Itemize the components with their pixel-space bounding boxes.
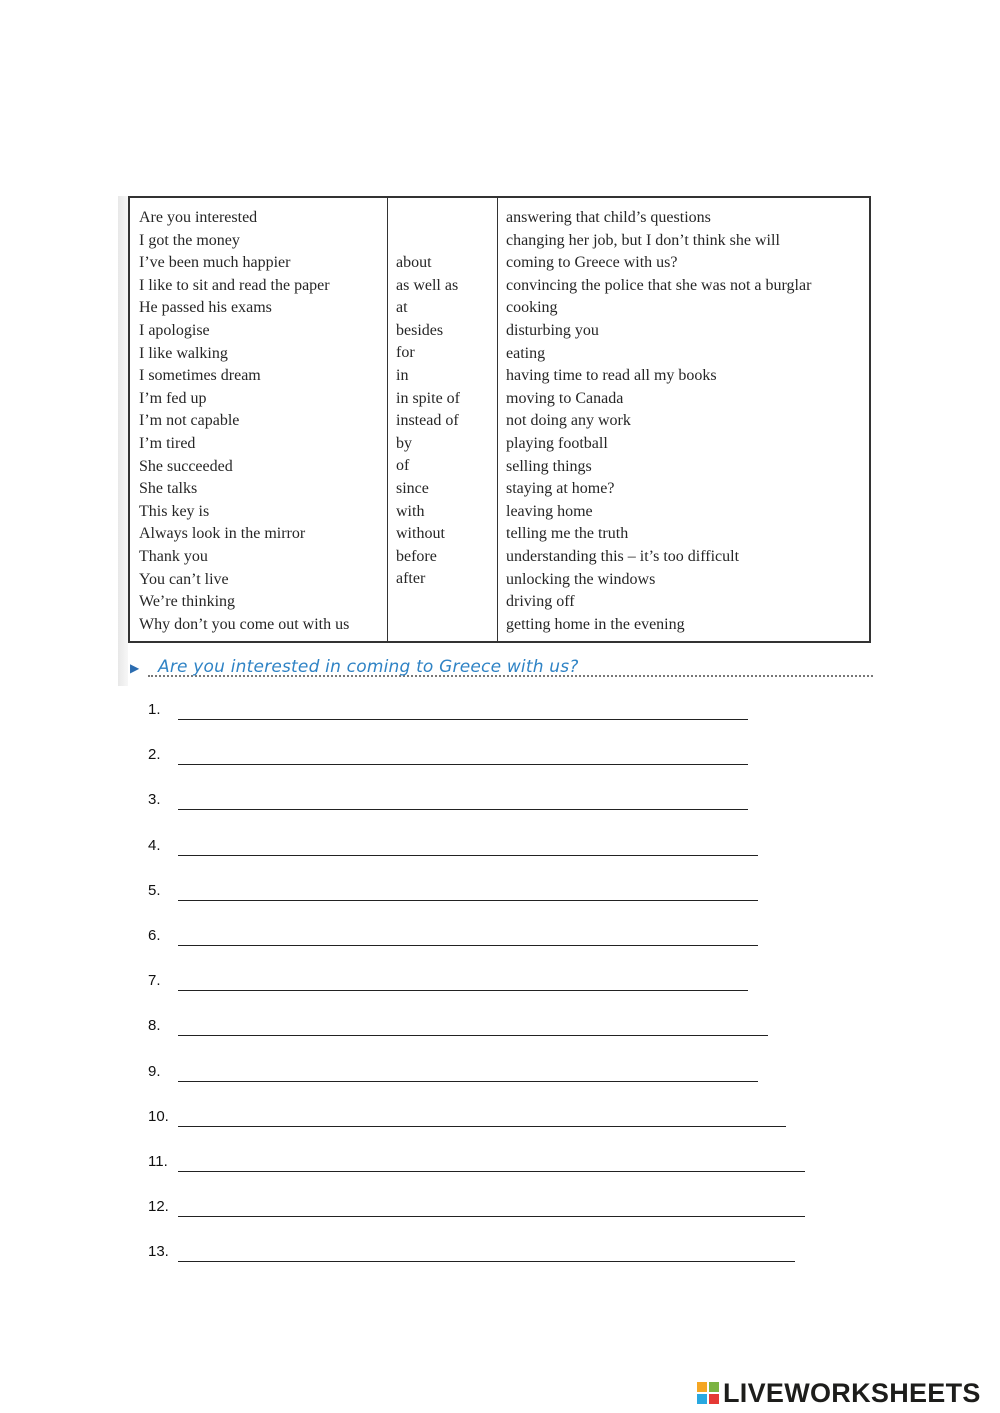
gerund-phrase: cooking <box>506 299 558 317</box>
gerund-phrase: answering that child’s questions <box>506 209 711 226</box>
liveworksheets-logo <box>697 1378 997 1408</box>
preposition: without <box>396 525 445 543</box>
triangle-right-icon: ▶ <box>130 661 140 675</box>
gerund-phrase: understanding this – it’s too difficult <box>506 547 740 565</box>
preposition: since <box>396 479 429 497</box>
answer-number: 5. <box>148 881 161 899</box>
answer-blank-line[interactable] <box>178 990 748 991</box>
gerund-phrase: selling things <box>506 457 592 475</box>
sentence-start: Always look in the mirror <box>139 525 306 543</box>
sentence-start: You can’t live <box>139 570 229 588</box>
sentence-start: This key is <box>139 502 210 520</box>
preposition: in <box>396 366 409 384</box>
sentence-start: He passed his exams <box>139 299 272 317</box>
answer-number: 10. <box>148 1107 169 1125</box>
answer-number: 12. <box>148 1198 169 1216</box>
answer-blank-line[interactable] <box>178 809 748 810</box>
example-line <box>128 657 873 681</box>
answer-blank-line[interactable] <box>178 855 758 856</box>
preposition: for <box>396 344 415 362</box>
sentence-start: I’m tired <box>139 434 196 452</box>
sentence-start: I sometimes dream <box>139 367 261 385</box>
answer-number: 1. <box>148 701 161 718</box>
preposition: after <box>396 570 426 588</box>
sentence-start: I’m fed up <box>139 389 207 407</box>
gerund-phrase: eating <box>506 344 546 362</box>
preposition: at <box>396 299 408 317</box>
answer-blank-line[interactable] <box>178 945 758 946</box>
table-divider-right <box>497 196 498 643</box>
answer-blank-line[interactable] <box>178 1035 768 1036</box>
sentence-start: Why don’t you come out with us <box>139 615 350 633</box>
gerund-phrase: telling me the truth <box>506 525 629 543</box>
answer-blank-line[interactable] <box>178 1216 805 1217</box>
liveworksheets-logo-icon <box>697 1382 719 1404</box>
preposition: by <box>396 434 412 452</box>
answer-number: 9. <box>148 1062 161 1080</box>
sentence-start: I’m not capable <box>139 412 240 430</box>
gerund-phrase: leaving home <box>506 502 593 520</box>
answer-blank-line[interactable] <box>178 1081 758 1082</box>
answer-number: 11. <box>148 1153 168 1170</box>
sentence-start: I apologise <box>139 321 210 339</box>
gerund-phrase: coming to Greece with us? <box>506 254 678 272</box>
preposition: before <box>396 547 437 565</box>
sentence-starts-column <box>139 207 349 636</box>
preposition: of <box>396 457 410 475</box>
table-divider-left <box>387 196 388 643</box>
gerund-phrase: getting home in the evening <box>506 615 685 633</box>
preposition: instead of <box>396 412 459 430</box>
gerund-phrases-column <box>506 207 811 636</box>
answer-number: 4. <box>148 836 161 854</box>
sentence-start: Are you interested <box>139 209 258 226</box>
sentence-start: I got the money <box>139 231 240 249</box>
sentence-start: She talks <box>139 480 198 498</box>
sentence-start: We’re thinking <box>139 593 236 611</box>
preposition: besides <box>396 321 444 339</box>
gerund-phrase: disturbing you <box>506 321 599 339</box>
answer-blank-line[interactable] <box>178 1261 795 1262</box>
preposition: as well as <box>396 276 459 294</box>
answer-number: 6. <box>148 927 161 944</box>
answer-blank-line[interactable] <box>178 900 758 901</box>
sentence-start: I like walking <box>139 344 228 362</box>
gerund-phrase: not doing any work <box>506 412 631 430</box>
gerund-phrase: playing football <box>506 434 608 452</box>
gerund-phrase: staying at home? <box>506 480 615 498</box>
sentence-start: She succeeded <box>139 457 233 475</box>
preposition: in spite of <box>396 389 460 407</box>
answer-blank-line[interactable] <box>178 1171 805 1172</box>
example-sentence: Are you interested in coming to Greece with us? <box>158 657 579 677</box>
gerund-phrase: changing her job, but I don’t think she will <box>506 231 780 249</box>
sentence-start: I like to sit and read the paper <box>139 276 330 294</box>
sentence-start: Thank you <box>139 547 208 565</box>
answer-blank-line[interactable] <box>178 764 748 765</box>
gerund-phrase: driving off <box>506 593 575 611</box>
logo-text: LIVEWORKSHEETS <box>723 1378 981 1408</box>
prepositions-column <box>396 252 460 591</box>
gerund-phrase: having time to read all my books <box>506 367 717 385</box>
table-scan-shadow <box>118 196 128 686</box>
answer-number: 3. <box>148 791 161 809</box>
answer-number: 2. <box>148 746 161 764</box>
gerund-phrase: convincing the police that she was not a burglar <box>506 276 812 294</box>
answer-blank-line[interactable] <box>178 719 748 720</box>
sentence-start: I’ve been much happier <box>139 254 291 272</box>
answer-blank-line[interactable] <box>178 1126 786 1127</box>
preposition: with <box>396 502 425 520</box>
gerund-phrase: unlocking the windows <box>506 570 656 588</box>
answer-number: 7. <box>148 972 161 990</box>
gerund-phrase: moving to Canada <box>506 389 624 407</box>
preposition: about <box>396 254 432 271</box>
answer-number: 13. <box>148 1243 169 1261</box>
answer-number: 8. <box>148 1017 161 1035</box>
